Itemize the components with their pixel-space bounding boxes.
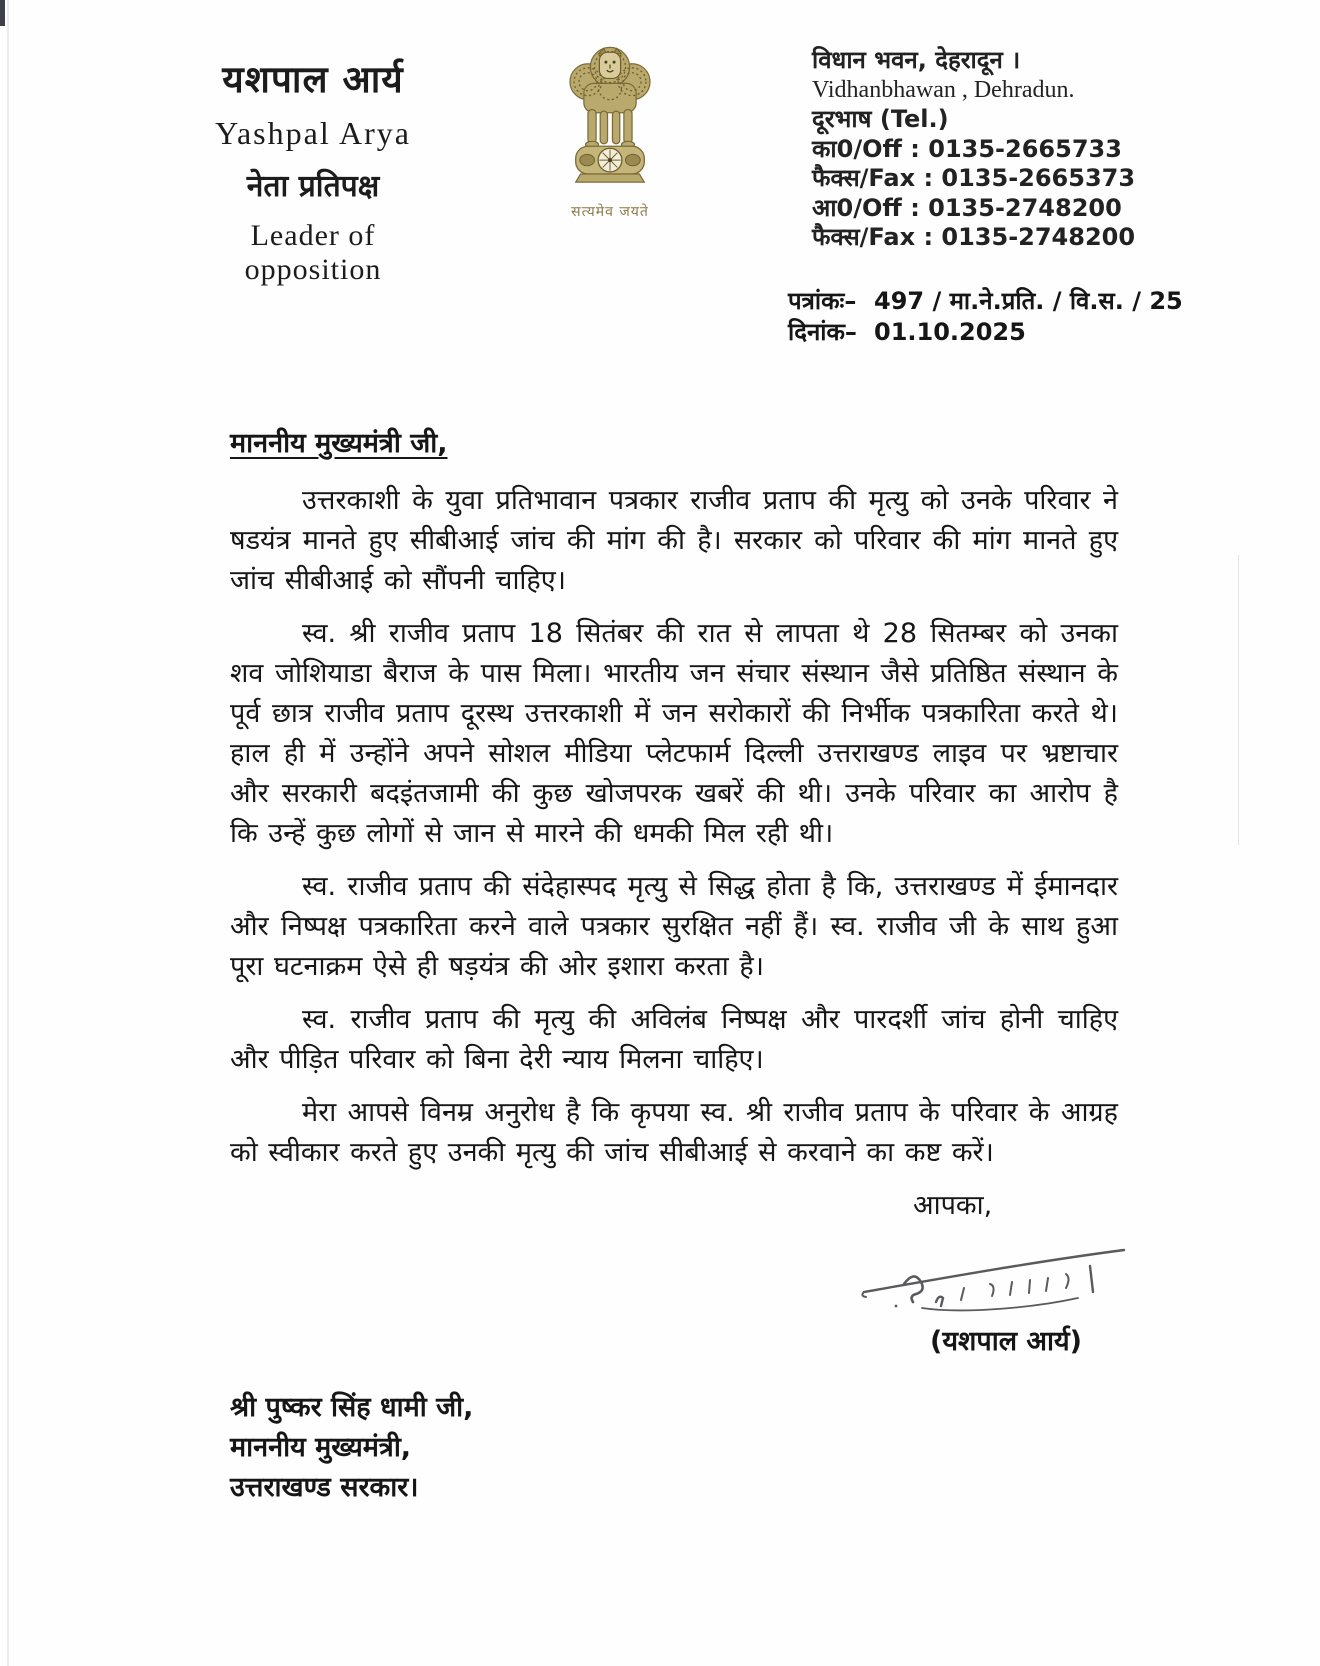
paragraph-5: मेरा आपसे विनम्र अनुरोध है कि कृपया स्व. श्री राजीव प्रताप के परिवार के आग्रह को स्वीकार करते हुए उनकी मृत्यु की जांच सीबीआई से करवाने का कष्ट करें। (230, 1097, 1118, 1168)
contact-line-office-1: का0/Off : 0135-2665733 (812, 134, 1122, 163)
contact-line-fax-2: फैक्स/Fax : 0135-2748200 (812, 223, 1136, 251)
letter-body (230, 424, 1118, 1508)
reference-date-value: 01.10.2025 (874, 318, 1026, 346)
paragraph-3: स्व. राजीव प्रताप की संदेहास्पद मृत्यु से सिद्ध होता है कि, उत्तराखण्ड में ईमानदार और निष्पक्ष पत्रकारिता करने वाले पत्रकार सुरक्षित नहीं हैं। स्व. राजीव जी के साथ हुआ पूरा घटनाक्रम ऐसे ही षड़यंत्र की ओर इशारा करता है। (230, 871, 1118, 982)
reference-number-label: पत्रांकः– (788, 287, 857, 315)
letterhead-contact (812, 46, 1232, 253)
paragraph-4: स्व. राजीव प्रताप की मृत्यु की अविलंब निष्पक्ष और पारदर्शी जांच होनी चाहिए और पीड़ित परिवार को बिना देरी न्याय मिलना चाहिए। (230, 1004, 1118, 1075)
reference-date-row (788, 317, 1183, 348)
contact-line-address-hi: विधान भवन, देहरादून । (812, 46, 1021, 74)
reference-date-label: दिनांक– (788, 318, 857, 346)
reference-number-row (788, 286, 1183, 317)
recipient-block (230, 1388, 1118, 1508)
letterhead-identity (182, 52, 444, 287)
signature-block (852, 1236, 1118, 1320)
ashoka-emblem-icon (561, 36, 659, 196)
recipient-org: उत्तराखण्ड सरकार। (230, 1472, 419, 1503)
sender-name-english: Yashpal Arya (215, 115, 411, 151)
sender-name-hindi: यशपाल आर्य (222, 58, 404, 101)
recipient-name: श्री पुष्कर सिंह धामी जी, (230, 1392, 474, 1423)
reference-block (788, 286, 1183, 348)
reference-number-value: 497 / मा.ने.प्रति. / वि.स. / 25 (874, 287, 1183, 315)
paragraph-2: स्व. श्री राजीव प्रताप 18 सितंबर की रात से लापता थे 28 सितम्बर को उनका शव जोशियाडा बैराज के पास मिला। भारतीय जन संचार संस्थान जैसे प्रतिष्ठित संस्थान के पूर्व छात्र राजीव प्रताप दूरस्थ उत्तरकाशी में जन सरोकारों की निर्भीक पत्रकारिता करते थे। हाल ही में उन्होंने अपने सोशल मीडिया प्लेटफार्म दिल्ली उत्तराखण्ड लाइव पर भ्रष्टाचार और सरकारी बदइंतजामी की कुछ खोजपरक खबरें की थी। उनके परिवार का आरोप है कि उन्हें कुछ लोगों से जान से मारने की धमकी मिल रही थी। (230, 618, 1118, 849)
paragraph-1: उत्तरकाशी के युवा प्रतिभावान पत्रकार राजीव प्रताप की मृत्यु को उनके परिवार ने षडयंत्र मानते हुए सीबीआई जांच की मांग की है। सरकार को परिवार की मांग मानते हुए जांच सीबीआई को सौंपनी चाहिए। (230, 485, 1118, 596)
closing-phrase: आपका, (913, 1190, 993, 1221)
salutation: माननीय मुख्यमंत्री जी, (230, 428, 448, 459)
scan-edge-line-left (7, 0, 9, 1666)
contact-line-tel-label: दूरभाष (Tel.) (812, 105, 949, 133)
emblem-motto: सत्यमेव जयते (571, 204, 649, 220)
contact-line-office-2: आ0/Off : 0135-2748200 (812, 193, 1122, 222)
handwritten-signature-icon (852, 1236, 1152, 1320)
scan-corner-mark (0, 0, 5, 26)
contact-line-fax-1: फैक्स/Fax : 0135-2665373 (812, 164, 1136, 192)
scan-edge-line-right (1238, 555, 1239, 845)
contact-line-address-en: Vidhanbhawan , Dehradun. (812, 76, 1075, 103)
sender-title-hindi: नेता प्रतिपक्ष (246, 169, 380, 204)
emblem-block (552, 36, 668, 221)
signatory-name: (यशपाल आर्य) (930, 1326, 1082, 1357)
sender-title-english: Leader of opposition (244, 219, 382, 286)
recipient-title: माननीय मुख्यमंत्री, (230, 1432, 412, 1463)
